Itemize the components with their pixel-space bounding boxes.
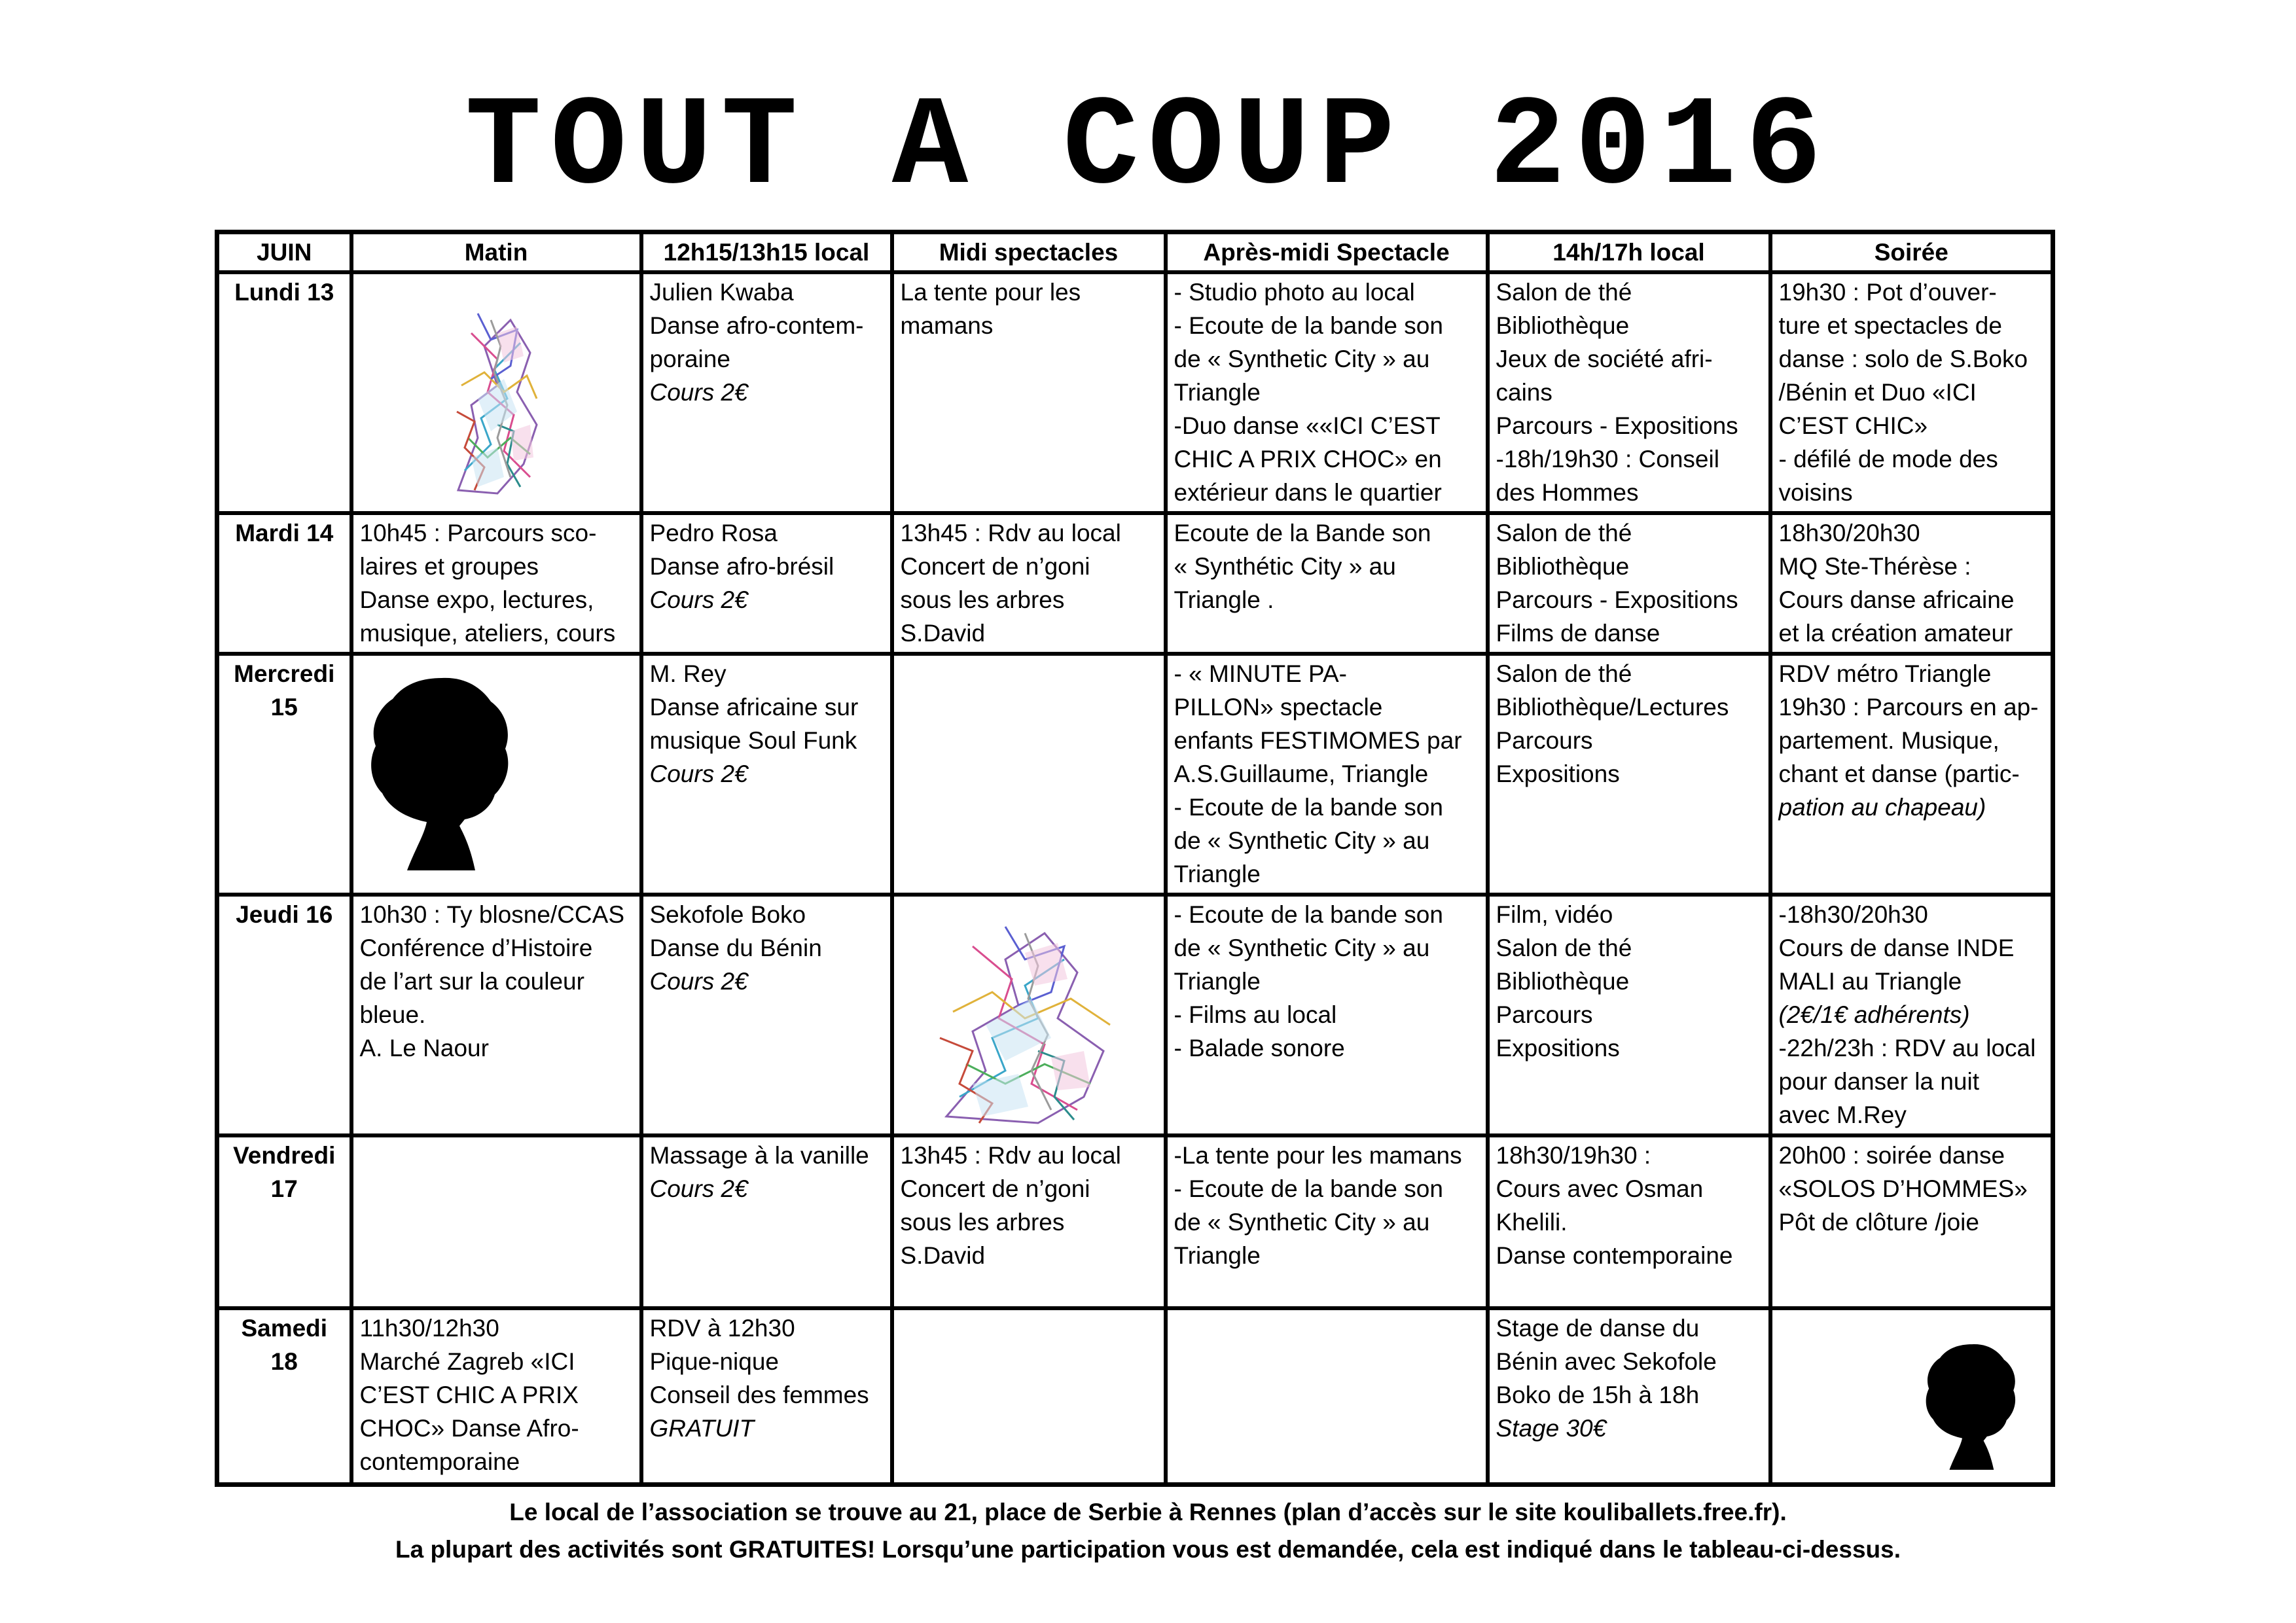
midi-spectacles-cell: 13h45 : Rdv au local Concert de n’goni sous les arbres S.David xyxy=(892,513,1166,654)
local-midi-cell: Sekofole Boko Danse du Bénin Cours 2€ xyxy=(641,895,892,1135)
local-midi-cell: M. Rey Danse africaine sur musique Soul Funk Cours 2€ xyxy=(641,654,892,895)
afro-silhouette-image xyxy=(1923,1336,2021,1475)
header-local-apres: 14h/17h local xyxy=(1488,232,1770,273)
local-apres-cell: Stage de danse du Bénin avec Sekofole Boko de 15h à 18h Stage 30€ xyxy=(1488,1308,1770,1485)
soiree-cell: 19h30 : Pot d’ouver- ture et spectacles de danse : solo de S.Boko /Bénin et Duo «ICI C’EST CHIC» - défilé de mode des voisins xyxy=(1770,272,2053,513)
matin-cell xyxy=(351,272,641,513)
day-cell: Vendredi 17 xyxy=(217,1135,351,1308)
soiree-cell: RDV métro Triangle 19h30 : Parcours en ap- partement. Musique, chant et danse (partic- pation au chapeau) xyxy=(1770,654,2053,895)
local-midi-cell: Pedro Rosa Danse afro-brésil Cours 2€ xyxy=(641,513,892,654)
header-row xyxy=(217,232,2053,273)
apres-midi-cell: - « MINUTE PA- PILLON» spectacle enfants FESTIMOMES par A.S.Guillaume, Triangle - Ecoute de la bande son de « Synthetic City » au Triangle xyxy=(1166,654,1488,895)
apres-midi-cell: - Ecoute de la bande son de « Synthetic City » au Triangle - Films au local - Balade sonore xyxy=(1166,895,1488,1135)
header-apres-midi: Après-midi Spectacle xyxy=(1166,232,1488,273)
table-row xyxy=(217,513,2053,654)
header-midi-spectacles: Midi spectacles xyxy=(892,232,1166,273)
apres-midi-cell: Ecoute de la Bande son « Synthétic City » au Triangle . xyxy=(1166,513,1488,654)
local-apres-cell: Salon de thé Bibliothèque/Lectures Parcours Expositions xyxy=(1488,654,1770,895)
header-matin: Matin xyxy=(351,232,641,273)
apres-midi-cell: - Studio photo au local - Ecoute de la bande son de « Synthetic City » au Triangle -Duo danse ««ICI C’EST CHIC A PRIX CHOC» en extérieur dans le quartier xyxy=(1166,272,1488,513)
soiree-cell: -18h30/20h30 Cours de danse INDE MALI au Triangle (2€/1€ adhérents) -22h/23h : RDV au local pour danser la nuit avec M.Rey xyxy=(1770,895,2053,1135)
midi-spectacles-cell xyxy=(892,895,1166,1135)
day-cell: Mardi 14 xyxy=(217,513,351,654)
header-soiree: Soirée xyxy=(1770,232,2053,273)
dancer-collage-image xyxy=(452,307,543,498)
page-title: TOUT A COUP 2016 xyxy=(465,77,1831,221)
local-apres-cell: Film, vidéo Salon de thé Bibliothèque Parcours Expositions xyxy=(1488,895,1770,1135)
midi-spectacles-cell xyxy=(892,1308,1166,1485)
soiree-cell: 18h30/20h30 MQ Ste-Thérèse : Cours danse africaine et la création amateur xyxy=(1770,513,2053,654)
matin-cell: 10h30 : Ty blosne/CCAS Conférence d’Histoire de l’art sur la couleur bleue. A. Le Naour xyxy=(351,895,641,1135)
table-row xyxy=(217,654,2053,895)
local-midi-cell: RDV à 12h30 Pique-nique Conseil des femmes GRATUIT xyxy=(641,1308,892,1485)
soiree-cell xyxy=(1770,1308,2053,1485)
matin-cell: 11h30/12h30 Marché Zagreb «ICI C’EST CHIC A PRIX CHOC» Danse Afro- contemporaine xyxy=(351,1308,641,1485)
schedule-table xyxy=(215,230,2055,1487)
table-row xyxy=(217,895,2053,1135)
afro-silhouette-image xyxy=(367,674,517,870)
day-cell: Jeudi 16 xyxy=(217,895,351,1135)
day-cell: Lundi 13 xyxy=(217,272,351,513)
apres-midi-cell xyxy=(1166,1308,1488,1485)
table-row xyxy=(217,1308,2053,1485)
footer-pricing-note: La plupart des activités sont GRATUITES! Lorsqu’une participation vous est demandée, cela est indiqué dans le tableau-ci-dessus. xyxy=(395,1536,1901,1563)
dancer-collage-image xyxy=(933,920,1130,1128)
local-apres-cell: 18h30/19h30 : Cours avec Osman Khelili. Danse contemporaine xyxy=(1488,1135,1770,1308)
midi-spectacles-cell: 13h45 : Rdv au local Concert de n’goni sous les arbres S.David xyxy=(892,1135,1166,1308)
local-midi-cell: Julien Kwaba Danse afro-contem- poraine Cours 2€ xyxy=(641,272,892,513)
footer-address: Le local de l’association se trouve au 21, place de Serbie à Rennes (plan d’accès sur le site kouliballets.free.fr). xyxy=(509,1499,1787,1525)
header-local-midi: 12h15/13h15 local xyxy=(641,232,892,273)
day-cell: Mercredi 15 xyxy=(217,654,351,895)
local-midi-cell: Massage à la vanille Cours 2€ xyxy=(641,1135,892,1308)
day-cell: Samedi 18 xyxy=(217,1308,351,1485)
midi-spectacles-cell: La tente pour les mamans xyxy=(892,272,1166,513)
footer-notes xyxy=(0,1493,2296,1568)
table-row xyxy=(217,1135,2053,1308)
header-juin: JUIN xyxy=(217,232,351,273)
midi-spectacles-cell xyxy=(892,654,1166,895)
apres-midi-cell: -La tente pour les mamans - Ecoute de la bande son de « Synthetic City » au Triangle xyxy=(1166,1135,1488,1308)
matin-cell: 10h45 : Parcours sco- laires et groupes Danse expo, lectures, musique, ateliers, cours xyxy=(351,513,641,654)
matin-cell xyxy=(351,654,641,895)
matin-cell xyxy=(351,1135,641,1308)
local-apres-cell: Salon de thé Bibliothèque Jeux de société afri- cains Parcours - Expositions -18h/19h30 : Conseil des Hommes xyxy=(1488,272,1770,513)
soiree-cell: 20h00 : soirée danse «SOLOS D’HOMMES» Pôt de clôture /joie xyxy=(1770,1135,2053,1308)
local-apres-cell: Salon de thé Bibliothèque Parcours - Expositions Films de danse xyxy=(1488,513,1770,654)
table-row xyxy=(217,272,2053,513)
